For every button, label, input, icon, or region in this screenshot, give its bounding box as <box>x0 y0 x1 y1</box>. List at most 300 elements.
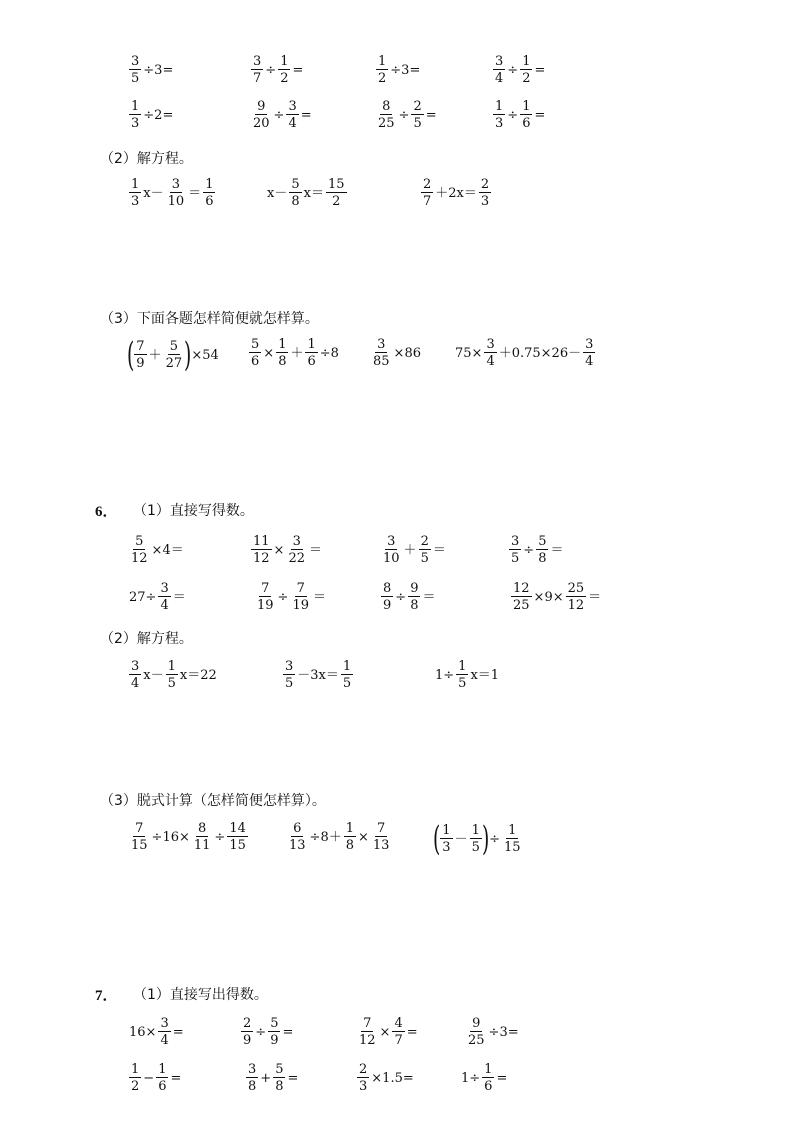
math-text: = <box>172 1024 184 1040</box>
fraction <box>341 660 353 690</box>
fraction <box>344 822 356 852</box>
math-text: ÷ <box>507 107 519 123</box>
denominator: 2 <box>522 71 531 86</box>
denominator: 12 <box>567 598 585 613</box>
numerator: 8 <box>198 821 207 836</box>
numerator: 1 <box>280 54 289 69</box>
expression <box>356 1017 419 1047</box>
denominator: 8 <box>291 194 300 209</box>
part-label: （1）直接写出得数。 <box>133 987 268 1003</box>
expression <box>240 1017 294 1047</box>
fraction <box>456 660 468 690</box>
numerator: 1 <box>342 659 352 674</box>
expression <box>432 819 524 859</box>
math-text: ＝ <box>432 542 446 558</box>
math-text: ÷ <box>523 542 535 558</box>
math-text: ÷2= <box>143 107 174 123</box>
expression <box>128 100 174 130</box>
fraction <box>411 100 423 130</box>
numerator: 7 <box>377 821 386 836</box>
math-text: ＋ <box>148 347 162 363</box>
fraction <box>227 822 248 852</box>
numerator: 3 <box>160 1016 169 1031</box>
math-text: ＝ <box>422 589 436 605</box>
numerator: 5 <box>291 177 300 192</box>
math-text: − <box>143 1070 155 1086</box>
math-text: ＋ <box>403 542 417 558</box>
denominator: 2 <box>280 71 289 86</box>
denominator: 5 <box>511 551 520 566</box>
denominator: 4 <box>160 1033 169 1048</box>
expression <box>128 535 185 565</box>
denominator: 8 <box>278 354 287 369</box>
part-label: （3）脱式计算（怎样简便怎样算）。 <box>100 793 326 809</box>
math-text: ÷8＋ <box>309 829 342 845</box>
denominator: 2 <box>378 71 387 86</box>
fraction <box>376 55 388 85</box>
denominator: 3 <box>480 194 490 209</box>
denominator: 4 <box>585 354 594 369</box>
denominator: 9 <box>136 356 145 371</box>
denominator: 10 <box>383 551 400 566</box>
numerator: 1 <box>307 337 316 352</box>
numerator: 1 <box>278 337 287 352</box>
fraction <box>493 55 505 85</box>
numerator: 8 <box>382 99 391 114</box>
denominator: 3 <box>442 840 451 855</box>
denominator: 8 <box>345 838 354 853</box>
math-text: 1÷ <box>461 1070 481 1086</box>
part-label: （2）解方程。 <box>100 151 193 167</box>
math-text: 1÷ <box>435 667 455 683</box>
numerator: 1 <box>522 54 531 69</box>
numerator: 1 <box>484 1062 493 1077</box>
fraction <box>484 338 496 368</box>
denominator: 2 <box>332 194 341 209</box>
fraction <box>129 100 141 130</box>
expression <box>508 535 564 565</box>
fraction <box>509 535 521 565</box>
fraction <box>305 338 317 368</box>
math-text: x＝ <box>303 185 324 201</box>
math-text: 75× <box>455 345 483 361</box>
math-text: ÷8 <box>319 345 339 361</box>
denominator: 19 <box>257 598 274 613</box>
parenthesis: ( <box>126 335 135 375</box>
fraction <box>129 660 141 690</box>
math-text: x－ <box>267 185 288 201</box>
fraction <box>419 535 431 565</box>
numerator: 14 <box>229 821 246 836</box>
math-text: ×54 <box>191 347 219 363</box>
numerator: 2 <box>480 177 490 192</box>
numerator: 25 <box>567 581 585 596</box>
fraction <box>164 340 185 370</box>
numerator: 1 <box>345 821 354 836</box>
math-text: = <box>287 1070 299 1086</box>
fraction <box>408 582 420 612</box>
denominator: 27 <box>165 356 183 371</box>
numerator: 11 <box>253 534 270 549</box>
expression <box>254 582 327 612</box>
expression <box>454 338 596 368</box>
fraction <box>129 1063 141 1093</box>
expression <box>126 335 220 375</box>
fraction <box>566 582 587 612</box>
numerator: 1 <box>458 659 467 674</box>
numerator: 7 <box>135 821 144 836</box>
equation <box>128 178 216 208</box>
fraction <box>251 55 263 85</box>
denominator: 15 <box>504 840 521 855</box>
math-text: = <box>292 62 304 78</box>
denominator: 13 <box>289 838 306 853</box>
numerator: 1 <box>378 54 387 69</box>
numerator: 1 <box>508 823 517 838</box>
fraction <box>255 582 276 612</box>
denominator: 4 <box>131 676 140 691</box>
fraction <box>536 535 548 565</box>
denominator: 6 <box>484 1079 493 1094</box>
part-label: （1）直接写得数。 <box>133 503 254 519</box>
numerator: 3 <box>131 659 140 674</box>
fraction <box>290 582 311 612</box>
math-text: = <box>496 1070 508 1086</box>
math-text: = <box>425 107 437 123</box>
denominator: 4 <box>288 116 297 131</box>
numerator: 3 <box>253 54 262 69</box>
fraction <box>479 178 491 208</box>
denominator: 12 <box>359 1033 376 1048</box>
numerator: 2 <box>243 1016 252 1031</box>
expression <box>250 535 323 565</box>
fraction <box>520 55 532 85</box>
fraction <box>166 178 187 208</box>
fraction <box>203 178 215 208</box>
expression <box>128 1017 185 1047</box>
fraction <box>326 178 347 208</box>
denominator: 12 <box>253 551 270 566</box>
numerator: 1 <box>442 823 451 838</box>
math-text: ÷3= <box>390 62 421 78</box>
parenthesis: ) <box>184 335 192 375</box>
denominator: 9 <box>243 1033 252 1048</box>
denominator: 3 <box>359 1079 368 1094</box>
fraction <box>166 660 178 690</box>
denominator: 2 <box>131 1079 140 1094</box>
numerator: 1 <box>167 659 176 674</box>
expression <box>510 582 602 612</box>
numerator: 5 <box>251 337 260 352</box>
numerator: 9 <box>472 1016 481 1031</box>
numerator: 9 <box>257 99 266 114</box>
numerator: 12 <box>513 581 530 596</box>
fraction <box>289 178 301 208</box>
math-text: ÷ <box>395 589 407 605</box>
numerator: 1 <box>471 823 480 838</box>
math-text: × <box>379 1024 391 1040</box>
math-text: × <box>273 542 285 558</box>
denominator: 3 <box>131 194 140 209</box>
math-text: ＝ <box>188 185 202 201</box>
numerator: 6 <box>293 821 302 836</box>
math-text: x－ <box>143 185 164 201</box>
numerator: 7 <box>296 581 305 596</box>
denominator: 5 <box>285 676 294 691</box>
denominator: 5 <box>167 676 176 691</box>
denominator: 5 <box>458 676 467 691</box>
equation <box>266 178 348 208</box>
math-text: x＝1 <box>470 667 500 683</box>
math-text: － <box>454 831 468 847</box>
math-text: ÷16× <box>151 829 190 845</box>
fraction <box>371 338 392 368</box>
numerator: 7 <box>136 339 145 354</box>
fraction <box>502 824 523 854</box>
expression <box>250 100 313 130</box>
denominator: 3 <box>131 116 140 131</box>
equation <box>128 660 218 690</box>
denominator: 3 <box>495 116 504 131</box>
fraction <box>268 1017 280 1047</box>
fraction <box>251 100 272 130</box>
expression <box>286 822 392 852</box>
math-text: ÷ <box>398 107 410 123</box>
expression <box>248 338 340 368</box>
fraction <box>376 100 397 130</box>
numerator: 3 <box>171 177 181 192</box>
fraction <box>129 178 141 208</box>
numerator: 5 <box>270 1016 279 1031</box>
denominator: 4 <box>486 354 495 369</box>
denominator: 25 <box>378 116 395 131</box>
math-text: ＝ <box>172 589 186 605</box>
fraction <box>278 55 290 85</box>
numerator: 5 <box>275 1062 284 1077</box>
denominator: 5 <box>413 116 422 131</box>
expression <box>128 822 249 852</box>
question-number: 6． <box>95 504 118 520</box>
numerator: 1 <box>131 99 140 114</box>
parenthesis: ) <box>481 819 490 859</box>
denominator: 25 <box>468 1033 485 1048</box>
fraction <box>276 338 288 368</box>
math-text: ＝ <box>309 542 323 558</box>
numerator: 1 <box>131 177 140 192</box>
denominator: 13 <box>372 838 390 853</box>
denominator: 5 <box>131 71 140 86</box>
math-text: ÷ <box>214 829 226 845</box>
denominator: 5 <box>420 551 429 566</box>
denominator: 8 <box>410 598 419 613</box>
numerator: 8 <box>383 581 392 596</box>
math-text: = <box>170 1070 182 1086</box>
expression <box>375 100 438 130</box>
fraction <box>583 338 595 368</box>
denominator: 10 <box>167 194 185 209</box>
expression <box>380 535 447 565</box>
numerator: 2 <box>423 177 432 192</box>
math-text: ÷ <box>255 1024 267 1040</box>
numerator: 1 <box>158 1062 167 1077</box>
denominator: 6 <box>307 354 316 369</box>
math-text: ×4＝ <box>151 542 184 558</box>
parenthesis: ( <box>432 819 441 859</box>
expression <box>460 1063 508 1093</box>
numerator: 3 <box>288 99 297 114</box>
math-text: ＋2x＝ <box>435 185 477 201</box>
part-label: （2）解方程。 <box>100 631 193 647</box>
denominator: 6 <box>251 354 260 369</box>
fraction <box>158 1017 170 1047</box>
fraction <box>129 822 150 852</box>
numerator: 3 <box>292 534 301 549</box>
expression <box>492 100 546 130</box>
math-text: ×9× <box>533 589 564 605</box>
math-text: x－ <box>143 667 164 683</box>
expression <box>250 55 304 85</box>
denominator: 5 <box>471 840 480 855</box>
fraction <box>357 1063 369 1093</box>
part-label: （3）下面各题怎样简便就怎样算。 <box>100 311 319 327</box>
denominator: 4 <box>495 71 504 86</box>
fraction <box>129 535 150 565</box>
fraction <box>421 178 433 208</box>
numerator: 7 <box>363 1016 372 1031</box>
fraction <box>392 1017 404 1047</box>
fraction <box>482 1063 494 1093</box>
math-text: ÷ <box>277 589 289 605</box>
numerator: 3 <box>585 337 594 352</box>
numerator: 5 <box>538 534 547 549</box>
fraction <box>381 535 402 565</box>
expression <box>465 1017 520 1047</box>
numerator: 2 <box>359 1062 368 1077</box>
numerator: 1 <box>522 99 531 114</box>
question-number: 7． <box>95 988 118 1004</box>
expression <box>356 1063 415 1093</box>
denominator: 6 <box>158 1079 167 1094</box>
fraction <box>470 824 482 854</box>
fraction <box>156 1063 168 1093</box>
fraction <box>357 1017 378 1047</box>
math-text: + <box>260 1070 272 1086</box>
expression <box>128 55 174 85</box>
fraction <box>251 535 272 565</box>
math-text: 16× <box>129 1024 157 1040</box>
fraction <box>511 582 532 612</box>
numerator: 2 <box>413 99 422 114</box>
math-text: = <box>534 107 546 123</box>
fraction <box>158 582 170 612</box>
denominator: 5 <box>342 676 352 691</box>
math-text: = <box>282 1024 294 1040</box>
fraction <box>241 1017 253 1047</box>
numerator: 3 <box>377 337 386 352</box>
numerator: 3 <box>160 581 169 596</box>
math-text: = <box>406 1024 418 1040</box>
fraction <box>493 100 505 130</box>
math-text: ＋0.75×26－ <box>498 345 582 361</box>
equation <box>434 660 500 690</box>
fraction <box>371 822 392 852</box>
numerator: 1 <box>205 177 214 192</box>
math-text: = <box>534 62 546 78</box>
expression <box>370 338 422 368</box>
expression <box>380 582 436 612</box>
fraction <box>129 55 141 85</box>
denominator: 9 <box>270 1033 279 1048</box>
fraction <box>440 824 452 854</box>
denominator: 11 <box>193 838 211 853</box>
expression <box>492 55 546 85</box>
denominator: 8 <box>248 1079 257 1094</box>
numerator: 15 <box>327 177 345 192</box>
fraction <box>381 582 393 612</box>
fraction <box>286 535 307 565</box>
numerator: 2 <box>420 534 429 549</box>
fraction <box>286 100 298 130</box>
denominator: 85 <box>373 354 390 369</box>
math-text: 27÷ <box>129 589 157 605</box>
numerator: 1 <box>495 99 504 114</box>
numerator: 3 <box>495 54 504 69</box>
math-text: × <box>263 345 275 361</box>
numerator: 3 <box>511 534 520 549</box>
numerator: 3 <box>285 659 294 674</box>
math-text: × <box>358 829 369 845</box>
fraction <box>520 100 532 130</box>
denominator: 7 <box>253 71 262 86</box>
denominator: 15 <box>131 838 148 853</box>
expression <box>245 1063 299 1093</box>
math-text: ＋ <box>290 345 304 361</box>
math-text: ×86 <box>393 345 421 361</box>
numerator: 5 <box>169 339 178 354</box>
numerator: 1 <box>131 1062 140 1077</box>
fraction <box>246 1063 258 1093</box>
fraction <box>283 660 295 690</box>
equation <box>420 178 492 208</box>
math-text: x＝22 <box>179 667 217 683</box>
math-text: －3x＝ <box>297 667 339 683</box>
math-text: ÷ <box>265 62 277 78</box>
math-text: ÷ <box>507 62 519 78</box>
numerator: 5 <box>135 534 144 549</box>
math-text: ÷3= <box>488 1024 519 1040</box>
denominator: 8 <box>538 551 547 566</box>
denominator: 9 <box>383 598 392 613</box>
fraction <box>249 338 261 368</box>
numerator: 7 <box>261 581 270 596</box>
denominator: 7 <box>394 1033 403 1048</box>
denominator: 6 <box>522 116 531 131</box>
expression <box>128 582 187 612</box>
math-text: ÷ <box>489 831 501 847</box>
fraction <box>466 1017 487 1047</box>
fraction <box>192 822 213 852</box>
math-text: = <box>300 107 312 123</box>
fraction <box>134 340 146 370</box>
math-text: ÷3= <box>143 62 174 78</box>
numerator: 4 <box>394 1016 403 1031</box>
fraction <box>287 822 308 852</box>
numerator: 3 <box>387 534 396 549</box>
denominator: 15 <box>229 838 246 853</box>
math-text: ÷ <box>273 107 285 123</box>
numerator: 9 <box>410 581 419 596</box>
denominator: 19 <box>292 598 309 613</box>
